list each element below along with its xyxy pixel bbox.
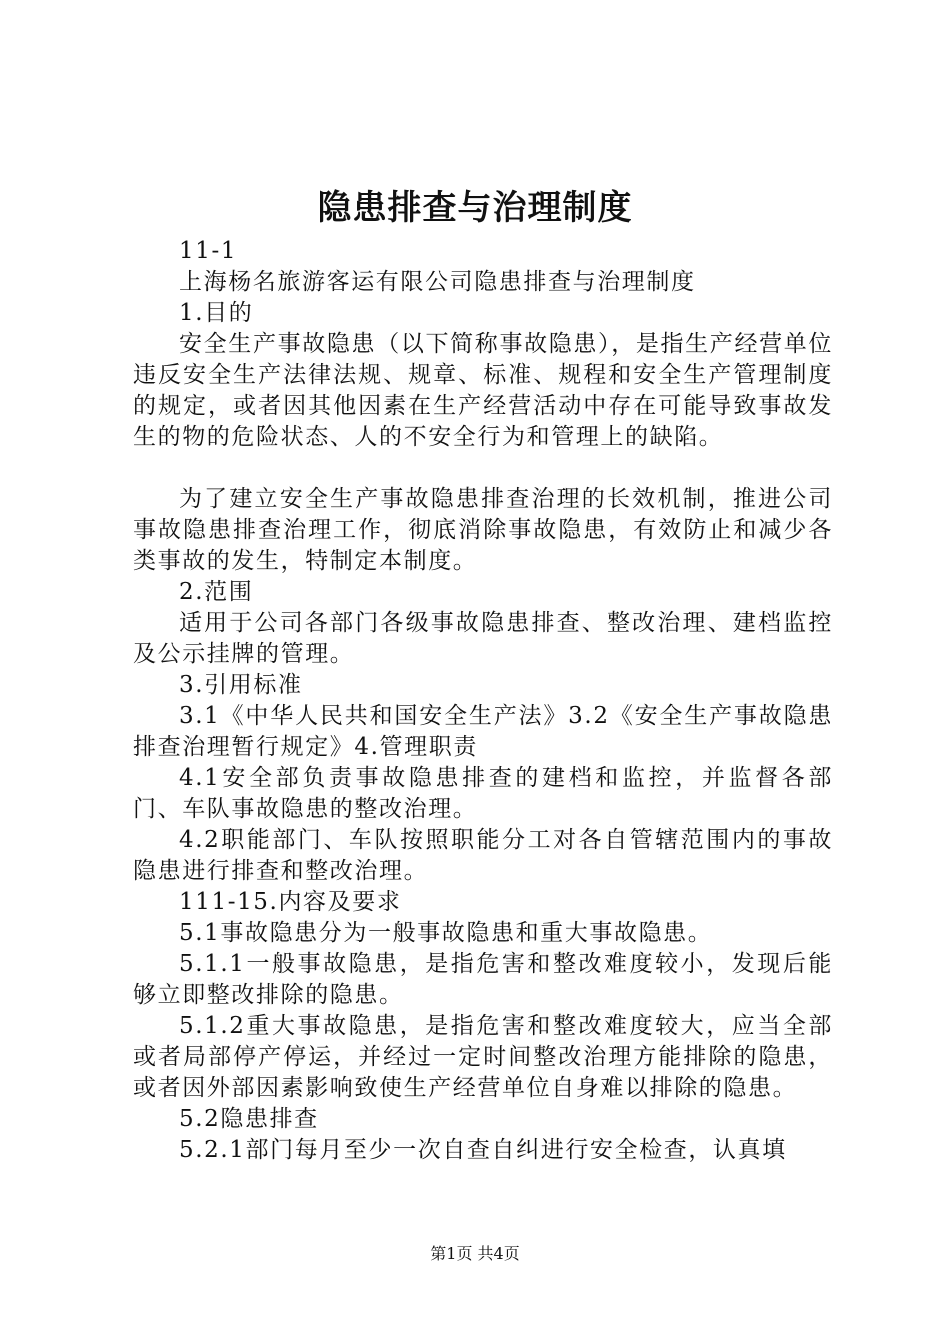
document-body <box>133 236 833 1166</box>
paragraph-5-2-1: 5.2.1部门每月至少一次自查自纠进行安全检查，认真填 <box>179 1137 787 1163</box>
paragraph-duty-4-1: 4.1安全部负责事故隐患排查的建档和监控，并监督各部门、车队事故隐患的整改治理。 <box>133 765 833 822</box>
section-standards-heading: 3.引用标准 <box>179 672 303 698</box>
section-scope-heading: 2.范围 <box>179 579 254 605</box>
paragraph-5-1: 5.1事故隐患分为一般事故隐患和重大事故隐患。 <box>179 920 713 946</box>
paragraph-purpose-goal: 为了建立安全生产事故隐患排查治理的长效机制，推进公司事故隐患排查治理工作，彻底消除事故隐患，有效防止和减少各类事故的发生，特制定本制度。 <box>133 486 833 574</box>
document-title: 隐患排查与治理制度 <box>317 188 633 228</box>
paragraph-code: 11-1 <box>179 238 238 264</box>
paragraph-duty-4-2: 4.2职能部门、车队按照职能分工对各自管辖范围内的事故隐患进行排查和整改治理。 <box>133 827 833 884</box>
paragraph-scope: 适用于公司各部门各级事故隐患排查、整改治理、建档监控及公示挂牌的管理。 <box>133 610 833 667</box>
section-purpose-heading: 1.目的 <box>179 300 254 326</box>
section-5-2-heading: 5.2隐患排查 <box>179 1106 319 1132</box>
paragraph-purpose-definition: 安全生产事故隐患（以下简称事故隐患），是指生产经营单位违反安全生产法律法规、规章、标准、规程和安全生产管理制度的规定，或者因其他因素在生产经营活动中存在可能导致事故发生的物的危险状态、人的不安全行为和管理上的缺陷。 <box>133 331 833 450</box>
page-number-footer: 第1页 共4页 <box>430 1244 520 1263</box>
section-content-heading: 111-15.内容及要求 <box>179 889 402 915</box>
paragraph-5-1-1: 5.1.1一般事故隐患，是指危害和整改难度较小，发现后能够立即整改排除的隐患。 <box>133 951 833 1008</box>
paragraph-5-1-2: 5.1.2重大事故隐患，是指危害和整改难度较大，应当全部或者局部停产停运，并经过一定时间整改治理方能排除的隐患，或者因外部因素影响致使生产经营单位自身难以排除的隐患。 <box>133 1013 833 1101</box>
paragraph-company-title: 上海杨名旅游客运有限公司隐患排查与治理制度 <box>179 269 696 295</box>
paragraph-standards: 3.1《中华人民共和国安全生产法》3.2《安全生产事故隐患排查治理暂行规定》4.管理职责 <box>133 703 833 760</box>
